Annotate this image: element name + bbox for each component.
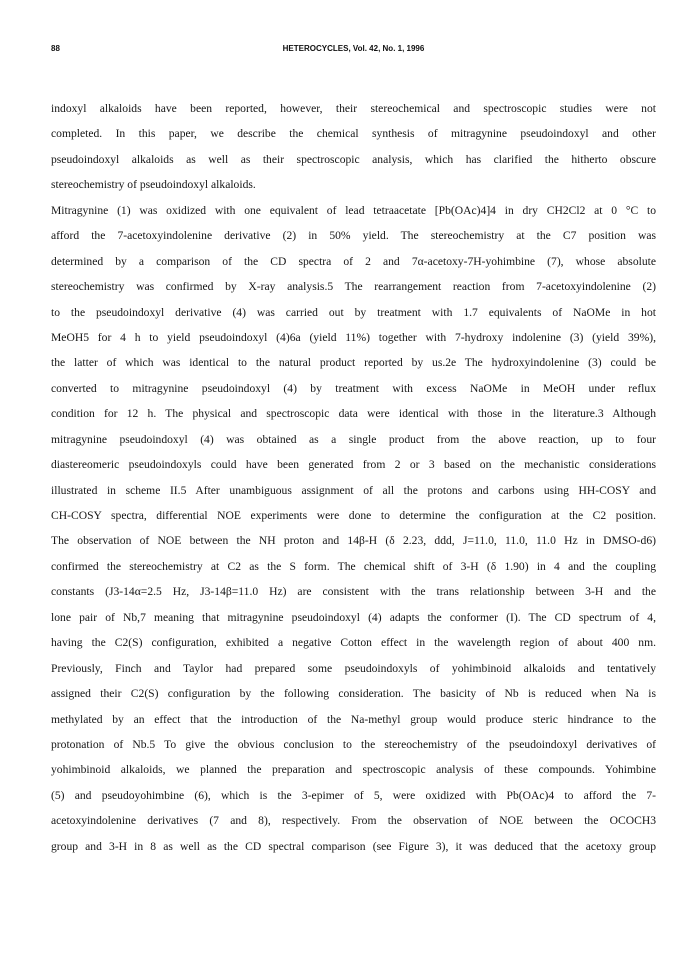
text-line: determined by a comparison of the CD spectra of 2 and 7α-acetoxy-7H-yohimbine (7), whose absolute	[51, 254, 656, 268]
text-line: converted to mitragynine pseudoindoxyl (4) by treatment with excess NaOMe in MeOH under reflux	[51, 381, 656, 395]
text-line: yohimbinoid alkaloids, we planned the preparation and spectroscopic analysis of these compounds. Yohimbine	[51, 763, 656, 777]
text-line: mitragynine pseudoindoxyl (4) was obtained as a single product from the above reaction, up to four	[51, 432, 656, 446]
text-line: stereochemistry of pseudoindoxyl alkaloids.	[51, 178, 256, 192]
text-line: methylated by an effect that the introduction of the Na-methyl group would produce steric hindrance to the	[51, 712, 656, 726]
text-line: CH-COSY spectra, differential NOE experiments were done to determine the configuration at the C2 position.	[51, 509, 656, 522]
text-line: confirmed the stereochemistry at C2 as the S form. The chemical shift of 3-H (δ 1.90) in 4 and the coupling	[51, 559, 656, 573]
text-line: acetoxyindolenine derivatives (7 and 8), respectively. From the observation of NOE between the OCOCH3	[51, 814, 656, 828]
text-line: the latter of which was identical to the natural product reported by us.2e The hydroxyindolenine (3) could be	[51, 356, 656, 370]
text-line: completed. In this paper, we describe the chemical synthesis of mitragynine pseudoindoxyl and other	[51, 127, 656, 141]
text-line: indoxyl alkaloids have been reported, however, their stereochemical and spectroscopic studies were not	[51, 102, 656, 115]
text-line: pseudoindoxyl alkaloids as well as their spectroscopic analysis, which has clarified the hitherto obscure	[51, 152, 656, 166]
text-line: group and 3-H in 8 as well as the CD spectral comparison (see Figure 3), it was deduced that the acetoxy group	[51, 839, 656, 853]
page-number: 88	[51, 44, 60, 53]
text-line: to the pseudoindoxyl derivative (4) was carried out by treatment with 1.7 equivalents of NaOMe in hot	[51, 305, 656, 319]
text-line: afford the 7-acetoxyindolenine derivative (2) in 50% yield. The stereochemistry at the C7 position was	[51, 229, 656, 243]
text-line: lone pair of Nb,7 meaning that mitragynine pseudoindoxyl (4) adapts the conformer (I). The CD spectrum of 4,	[51, 610, 656, 624]
text-line: (5) and pseudoyohimbine (6), which is the 3-epimer of 5, were oxidized with Pb(OAc)4 to afford the 7-	[51, 788, 656, 802]
text-line: condition for 12 h. The physical and spectroscopic data were identical with those in the literature.3 Although	[51, 407, 656, 421]
text-line: stereochemistry was confirmed by X-ray analysis.5 The rearrangement reaction from 7-acetoxyindolenine (2)	[51, 280, 656, 294]
text-line: constants (J3-14α=2.5 Hz, J3-14β=11.0 Hz) are consistent with the trans relationship between 3-H and the	[51, 585, 656, 599]
text-line: diastereomeric pseudoindoxyls could have been generated from 2 or 3 based on the mechanistic considerations	[51, 458, 656, 472]
text-line: assigned their C2(S) configuration by the following consideration. The basicity of Nb is reduced when Na is	[51, 687, 656, 701]
body-text	[51, 96, 656, 859]
text-line: The observation of NOE between the NH proton and 14β-H (δ 2.23, ddd, J=11.0, 11.0, 11.0 Hz in DMSO-d6)	[51, 534, 656, 548]
text-line: Mitragynine (1) was oxidized with one equivalent of lead tetraacetate [Pb(OAc)4]4 in dry CH2Cl2 at 0 °C to	[51, 203, 656, 217]
running-head	[51, 44, 656, 58]
text-line: having the C2(S) configuration, exhibited a negative Cotton effect in the wavelength region of about 400 nm.	[51, 636, 656, 650]
text-line: protonation of Nb.5 To give the obvious conclusion to the stereochemistry of the pseudoindoxyl derivatives of	[51, 737, 656, 751]
text-line: Previously, Finch and Taylor had prepared some pseudoindoxyls of yohimbinoid alkaloids and tentatively	[51, 661, 656, 675]
text-line: illustrated in scheme II.5 After unambiguous assignment of all the protons and carbons using HH-COSY and	[51, 483, 656, 497]
text-line: MeOH5 for 4 h to yield pseudoindoxyl (4)6a (yield 11%) together with 7-hydroxy indolenine (3) (yield 39%),	[51, 330, 656, 344]
journal-info: HETEROCYCLES, Vol. 42, No. 1, 1996	[282, 44, 425, 53]
